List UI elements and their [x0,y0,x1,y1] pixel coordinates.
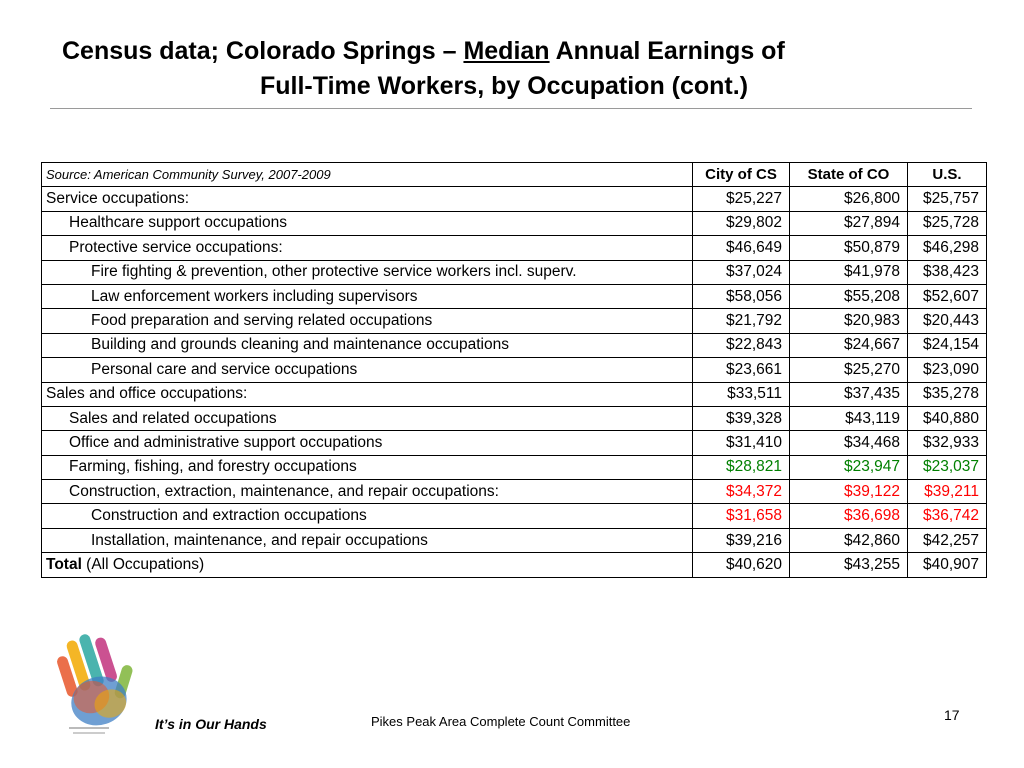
value-cell-us: $38,423 [908,260,987,284]
row-label: Healthcare support occupations [42,211,693,235]
value-cell-us: $42,257 [908,528,987,552]
row-label: Fire fighting & prevention, other protective service workers incl. superv. [42,260,693,284]
table-row [42,406,987,430]
column-header-city: City of CS [693,163,790,187]
value-cell-city: $46,649 [693,236,790,260]
value-cell-state: $50,879 [790,236,908,260]
value-cell-us: $25,728 [908,211,987,235]
row-label: Sales and related occupations [42,406,693,430]
value-cell-city: $33,511 [693,382,790,406]
value-cell-city: $25,227 [693,187,790,211]
value-cell-us: $39,211 [908,480,987,504]
row-label: Office and administrative support occupations [42,431,693,455]
row-label: Personal care and service occupations [42,358,693,382]
value-cell-state: $36,698 [790,504,908,528]
colorful-hand-logo-icon [55,628,145,738]
value-cell-state: $20,983 [790,309,908,333]
table-row [42,358,987,382]
value-cell-state: $26,800 [790,187,908,211]
value-cell-state: $25,270 [790,358,908,382]
footer-committee: Pikes Peak Area Complete Count Committee [371,714,631,729]
value-cell-city: $28,821 [693,455,790,479]
total-value-us: $40,907 [908,553,987,577]
value-cell-us: $25,757 [908,187,987,211]
table-row [42,187,987,211]
page-number: 17 [944,707,960,723]
table-row [42,211,987,235]
value-cell-city: $39,328 [693,406,790,430]
total-value-city: $40,620 [693,553,790,577]
table-header-row [42,163,987,187]
row-label: Law enforcement workers including supervisors [42,284,693,308]
value-cell-us: $24,154 [908,333,987,357]
earnings-table [41,162,987,578]
value-cell-us: $46,298 [908,236,987,260]
value-cell-city: $21,792 [693,309,790,333]
value-cell-state: $41,978 [790,260,908,284]
source-note: Source: American Community Survey, 2007-2009 [42,163,693,187]
value-cell-city: $31,410 [693,431,790,455]
value-cell-city: $39,216 [693,528,790,552]
value-cell-us: $20,443 [908,309,987,333]
value-cell-us: $36,742 [908,504,987,528]
value-cell-us: $23,037 [908,455,987,479]
value-cell-us: $40,880 [908,406,987,430]
total-label-rest: (All Occupations) [81,555,205,573]
value-cell-city: $23,661 [693,358,790,382]
row-label: Construction and extraction occupations [42,504,693,528]
table-row [42,431,987,455]
title-prefix: Census data; Colorado Springs – [62,37,464,65]
value-cell-city: $31,658 [693,504,790,528]
table-row [42,528,987,552]
value-cell-state: $24,667 [790,333,908,357]
column-header-state: State of CO [790,163,908,187]
value-cell-city: $58,056 [693,284,790,308]
value-cell-state: $23,947 [790,455,908,479]
total-label [42,553,693,577]
value-cell-state: $42,860 [790,528,908,552]
table-row [42,236,987,260]
table-row [42,284,987,308]
table-row [42,382,987,406]
value-cell-state: $39,122 [790,480,908,504]
value-cell-city: $22,843 [693,333,790,357]
row-label: Installation, maintenance, and repair occupations [42,528,693,552]
value-cell-city: $29,802 [693,211,790,235]
table-row [42,260,987,284]
table-row [42,309,987,333]
value-cell-us: $32,933 [908,431,987,455]
total-label-bold: Total [46,555,82,573]
table-row [42,504,987,528]
column-header-us: U.S. [908,163,987,187]
title-median-underlined: Median [463,37,550,65]
footer-tagline: It’s in Our Hands [155,716,267,732]
value-cell-us: $52,607 [908,284,987,308]
total-value-state: $43,255 [790,553,908,577]
table-row [42,455,987,479]
title-suffix: Annual Earnings of [549,37,785,65]
title-line-1 [62,34,785,69]
row-label: Building and grounds cleaning and maintenance occupations [42,333,693,357]
table-row [42,333,987,357]
earnings-table-body [42,163,987,578]
row-label: Service occupations: [42,187,693,211]
row-label: Sales and office occupations: [42,382,693,406]
row-label: Food preparation and serving related occupations [42,309,693,333]
value-cell-state: $55,208 [790,284,908,308]
value-cell-state: $43,119 [790,406,908,430]
value-cell-us: $23,090 [908,358,987,382]
table-row [42,480,987,504]
value-cell-state: $34,468 [790,431,908,455]
value-cell-city: $37,024 [693,260,790,284]
value-cell-state: $27,894 [790,211,908,235]
value-cell-city: $34,372 [693,480,790,504]
title-divider [50,108,972,109]
value-cell-state: $37,435 [790,382,908,406]
title-line-2: Full-Time Workers, by Occupation (cont.) [260,72,749,100]
row-label: Construction, extraction, maintenance, and repair occupations: [42,480,693,504]
row-label: Protective service occupations: [42,236,693,260]
total-row [42,553,987,577]
value-cell-us: $35,278 [908,382,987,406]
row-label: Farming, fishing, and forestry occupations [42,455,693,479]
